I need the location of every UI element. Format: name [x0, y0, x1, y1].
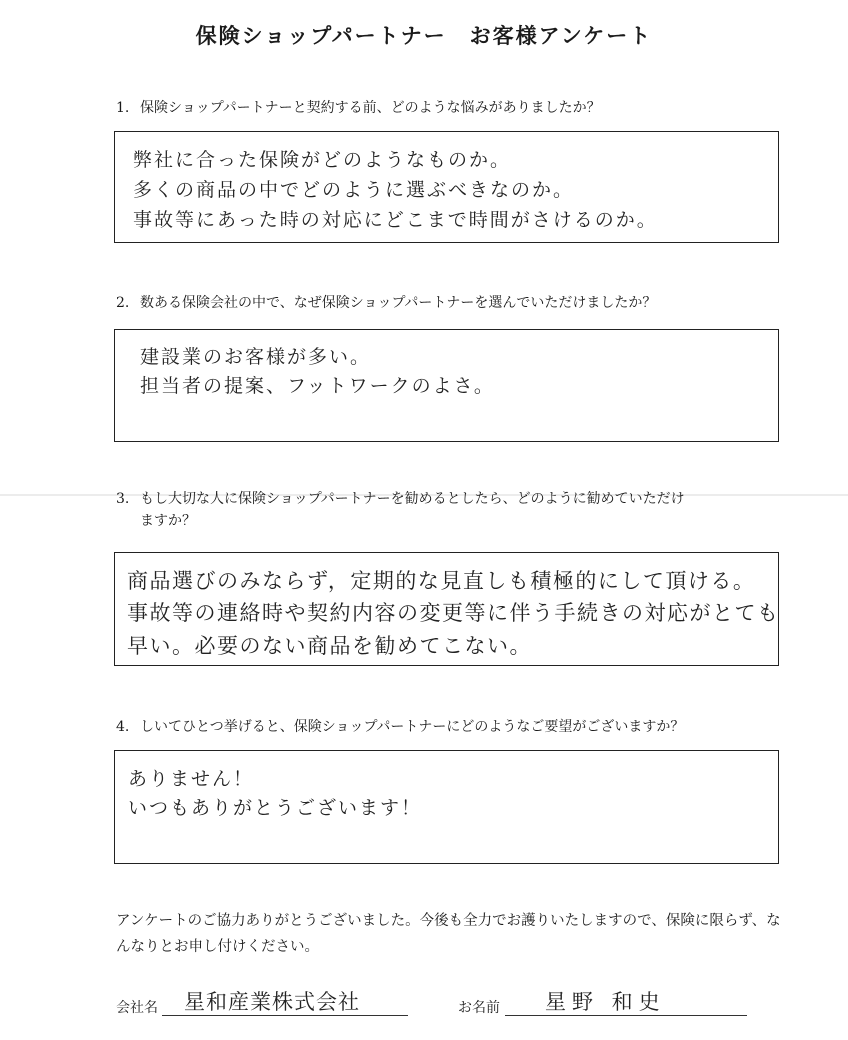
closing-message: アンケートのご協力ありがとうございました。今後も全力でお護りいたしますので、保険に限らず、なんなりとお申し付けください。	[116, 913, 781, 955]
question-4-text: しいてひとつ挙げると、保険ショップパートナーにどのようなご要望がございますか？	[140, 719, 685, 735]
answer-1-line-3: 事故等にあった時の対応にどこまで時間がさけるのか。	[133, 209, 658, 231]
question-3-continuation: ますか？	[140, 513, 196, 529]
question-3-text: もし大切な人に保険ショップパートナーを勧めるとしたら、どのように勧めていただけ	[140, 491, 685, 507]
name-label: お名前	[458, 1000, 500, 1016]
customer-name: 星野 和史	[545, 990, 666, 1014]
answer-3-line-2: 事故等の連絡時や契約内容の変更等に伴う手続きの対応がとても	[127, 601, 780, 625]
question-2-number: 2.	[116, 295, 130, 311]
question-3-number: 3.	[116, 491, 130, 507]
answer-4-line-1: ありません！	[128, 768, 255, 790]
answer-1-line-1: 弊社に合った保険がどのようなものか。	[133, 149, 512, 171]
question-4-number: 4.	[116, 719, 130, 735]
question-4	[116, 716, 781, 738]
question-2	[116, 292, 781, 314]
question-1-number: 1.	[116, 100, 130, 116]
answer-2-line-2: 担当者の提案、フットワークのよさ。	[140, 375, 495, 397]
question-2-text: 数ある保険会社の中で、なぜ保険ショップパートナーを選んでいただけましたか？	[140, 295, 657, 311]
company-label: 会社名	[116, 1000, 158, 1016]
question-1	[116, 97, 781, 119]
survey-title: 保険ショップパートナー お客様アンケート	[195, 23, 653, 48]
answer-3-line-1: 商品選びのみならず，定期的な見直しも積極的にして頂ける。	[127, 569, 756, 593]
question-3	[116, 488, 781, 532]
answer-3-line-3: 早い。必要のない商品を勧めてこない。	[127, 634, 532, 658]
answer-4-line-2: いつもありがとうございます！	[128, 797, 423, 819]
answer-2-line-1: 建設業のお客様が多い。	[140, 346, 372, 368]
answer-1-line-2: 多くの商品の中でどのように選ぶべきなのか。	[133, 179, 575, 201]
company-name: 星和産業株式会社	[184, 990, 360, 1014]
question-1-text: 保険ショップパートナーと契約する前、どのような悩みがありましたか？	[140, 100, 601, 116]
